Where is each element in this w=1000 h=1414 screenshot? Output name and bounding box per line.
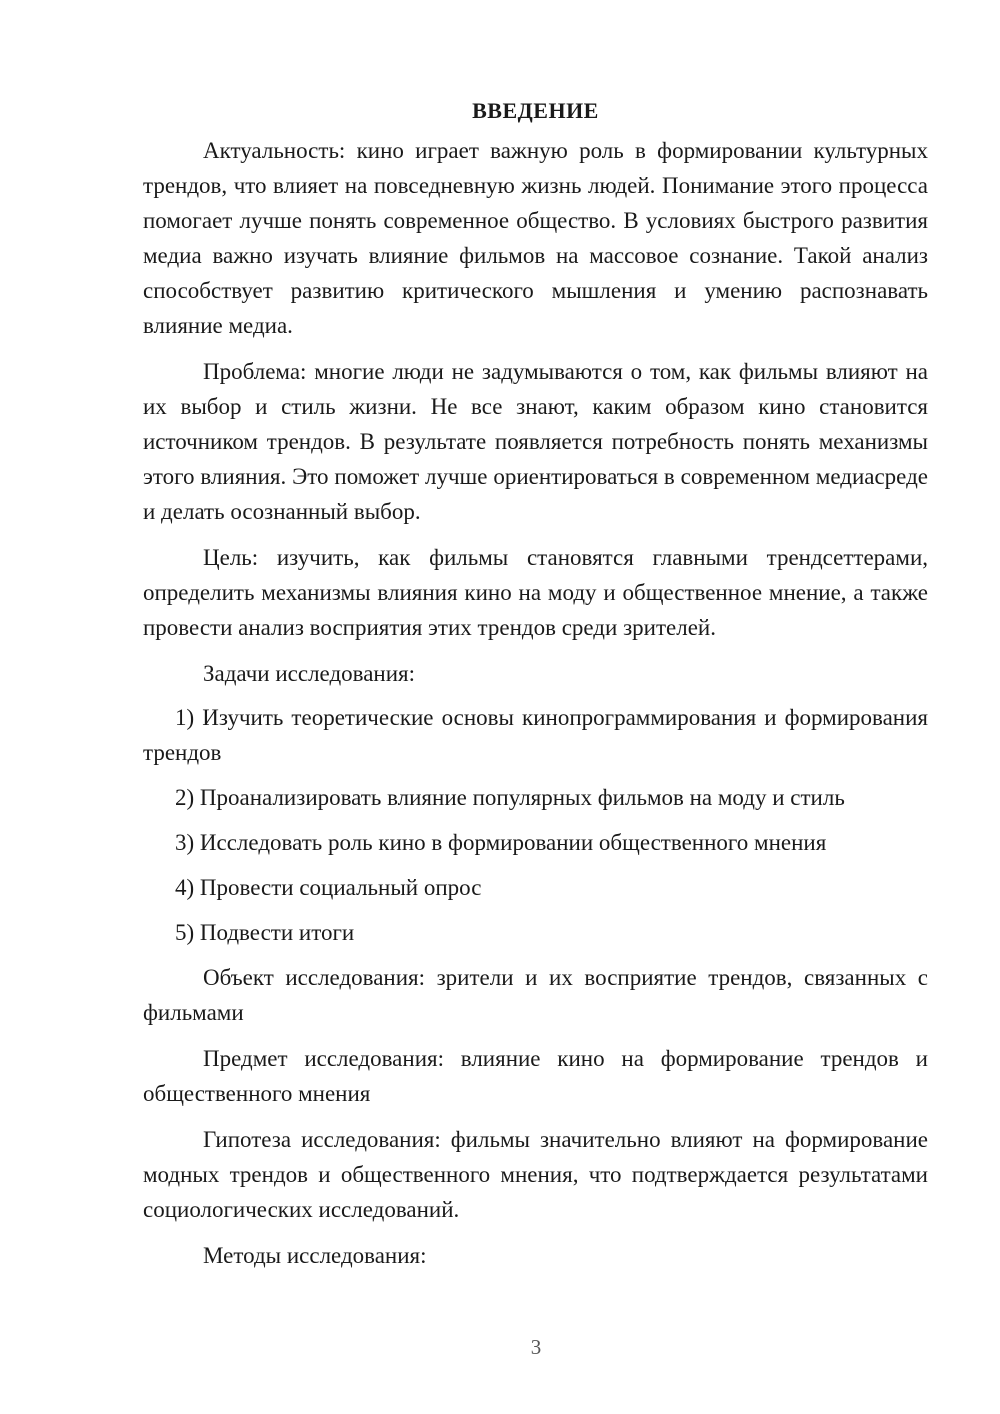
paragraph-tasks-heading: Задачи исследования: — [203, 661, 416, 686]
task-item-4: 4) Провести социальный опрос — [175, 875, 482, 900]
task-item-2: 2) Проанализировать влияние популярных фильмов на моду и стиль — [175, 785, 845, 810]
section-title: ВВЕДЕНИЕ — [472, 98, 599, 123]
paragraph-methods-heading: Методы исследования: — [203, 1243, 427, 1268]
task-item-3: 3) Исследовать роль кино в формировании общественного мнения — [175, 830, 827, 855]
paragraph-problem: Проблема: многие люди не задумываются о том, как фильмы влияют на их выбор и стиль жизни. Не все знают, каким образом кино становится источником трендов. В результате появляется потребность понять механизмы этого влияния. Это поможет лучше ориентироваться в современном медиасреде и делать осознанный выбор. — [143, 359, 928, 524]
task-item-5: 5) Подвести итоги — [175, 920, 355, 945]
task-item-1: 1) Изучить теоретические основы кинопрограммирования и формирования трендов — [143, 705, 928, 765]
document-page — [143, 93, 928, 1284]
paragraph-object: Объект исследования: зрители и их восприятие трендов, связанных с фильмами — [143, 965, 928, 1025]
paragraph-hypothesis: Гипотеза исследования: фильмы значительно влияют на формирование модных трендов и общественного мнения, что подтверждается результатами социологических исследований. — [143, 1127, 928, 1222]
paragraph-subject: Предмет исследования: влияние кино на формирование трендов и общественного мнения — [143, 1046, 928, 1106]
paragraph-goal: Цель: изучить, как фильмы становятся главными трендсеттерами, определить механизмы влияния кино на моду и общественное мнение, а также провести анализ восприятия этих трендов среди зрителей. — [143, 545, 928, 640]
paragraph-relevance: Актуальность: кино играет важную роль в формировании культурных трендов, что влияет на повседневную жизнь людей. Понимание этого процесса помогает лучше понять современное общество. В условиях быстрого развития медиа важно изучать влияние фильмов на массовое сознание. Такой анализ способствует развитию критического мышления и умению распознавать влияние медиа. — [143, 138, 928, 338]
page-number: 3 — [530, 1335, 542, 1359]
